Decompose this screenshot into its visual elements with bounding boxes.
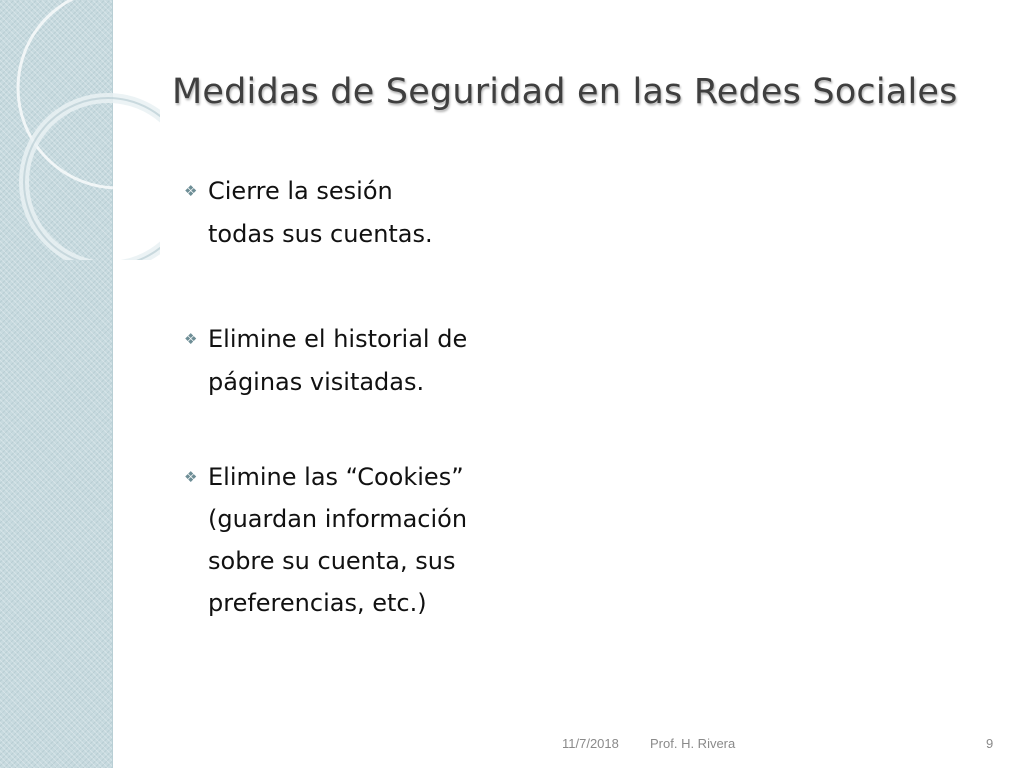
- decorative-circles: [0, 0, 160, 260]
- decorative-circle-large: [18, 0, 160, 188]
- diamond-bullet-icon: ❖: [184, 468, 198, 486]
- bullet-line: páginas visitadas.: [208, 368, 425, 396]
- slide-title: Medidas de Seguridad en las Redes Sociales: [172, 72, 958, 112]
- bullet-line: Cierre la sesión: [208, 177, 393, 205]
- footer-page-number: 9: [986, 736, 994, 751]
- diamond-bullet-icon: ❖: [184, 182, 198, 200]
- bullet-line: Elimine las “Cookies”: [208, 463, 464, 491]
- footer-author: Prof. H. Rivera: [650, 736, 736, 751]
- bullet-line: preferencias, etc.): [208, 589, 427, 617]
- bullet-line: sobre su cuenta, sus: [208, 547, 456, 575]
- bullet-line: Elimine el historial de: [208, 325, 468, 353]
- bullet-line: (guardan información: [208, 505, 468, 533]
- bullet-line: todas sus cuentas.: [208, 220, 433, 248]
- diamond-bullet-icon: ❖: [184, 330, 198, 348]
- footer-date: 11/7/2018: [562, 736, 619, 751]
- bullet-item: [184, 318, 704, 404]
- bullet-item: [184, 456, 704, 624]
- bullet-item: [184, 170, 704, 256]
